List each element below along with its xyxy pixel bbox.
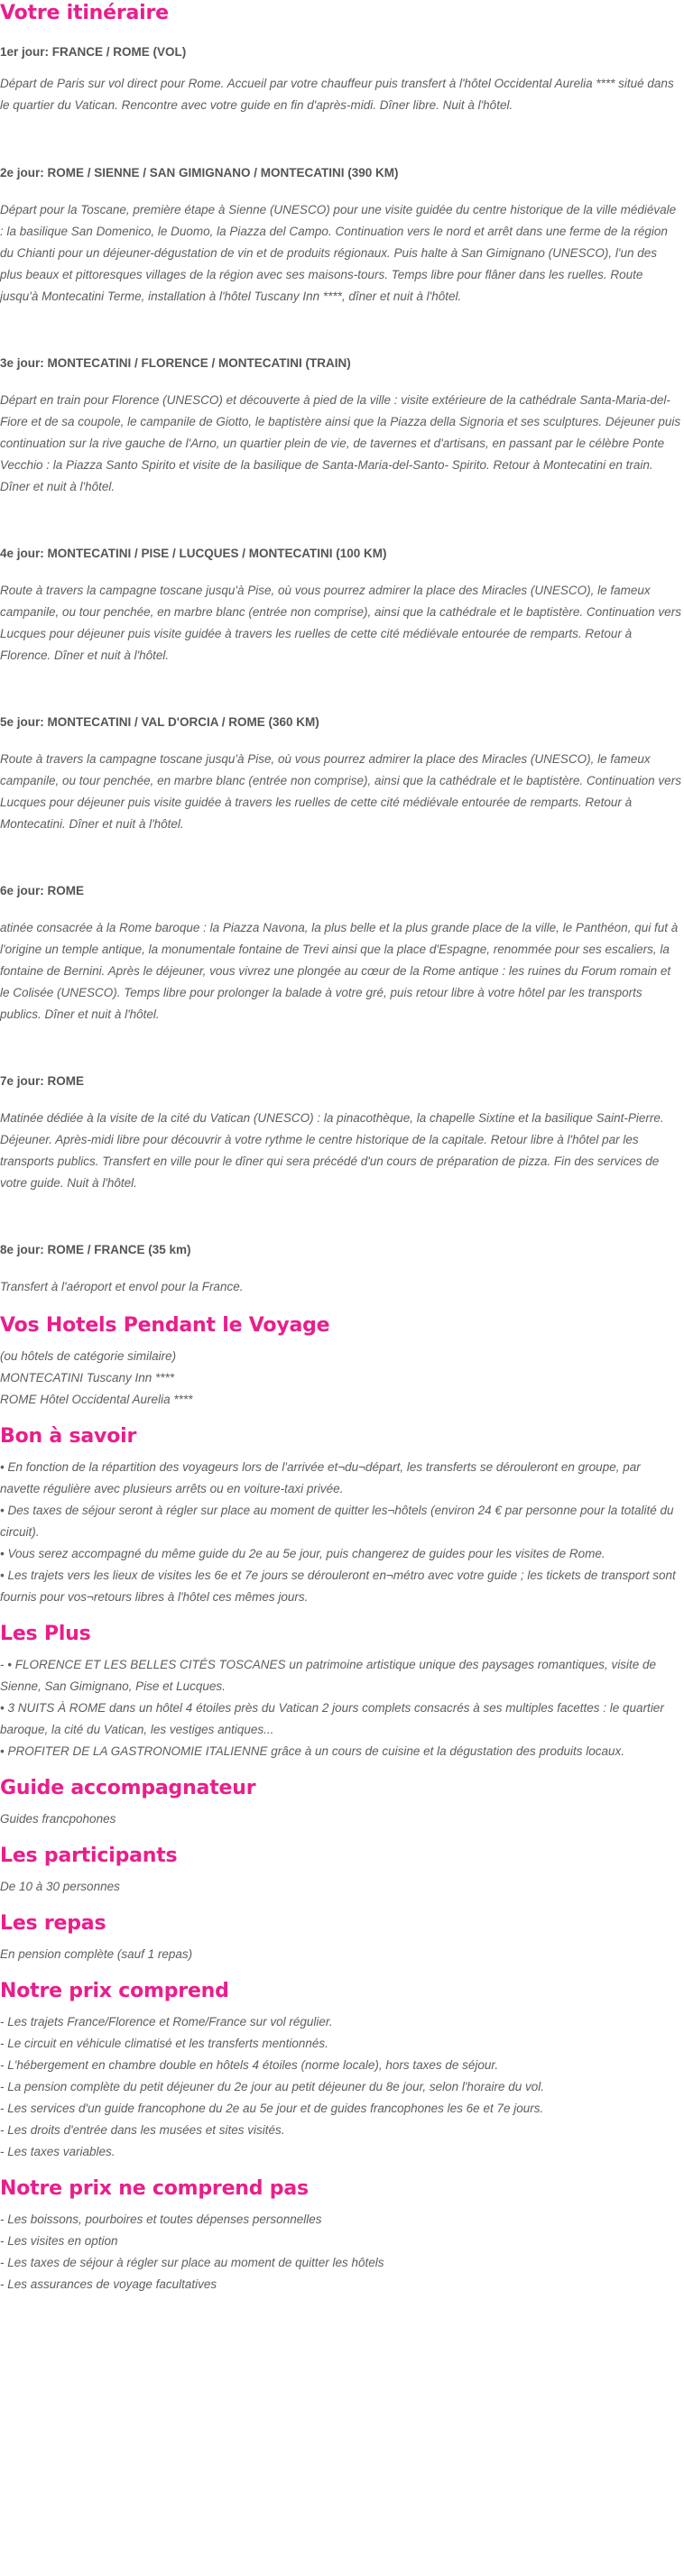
- hotels-heading: Vos Hotels Pendant le Voyage: [0, 1314, 330, 1337]
- bon-a-savoir-heading: Bon à savoir: [0, 1425, 137, 1448]
- prix-ne-comprend-heading: Notre prix ne comprend pas: [0, 2177, 309, 2200]
- itinerary-heading: Votre itinéraire: [0, 2, 169, 24]
- day-title: 8e jour: ROME / FRANCE (35 km): [0, 1243, 191, 1256]
- prix-ne-comprend-item: - Les taxes de séjour à régler sur place au moment de quitter les hôtels: [0, 2256, 384, 2269]
- prix-comprend-item: - Les services d'un guide francophone du 2e au 5e jour et de guides francophones les 6e et 7e jours.: [0, 2102, 544, 2115]
- hotels-line: MONTECATINI Tuscany Inn ****: [0, 1371, 175, 1385]
- day-title: 6e jour: ROME: [0, 884, 85, 897]
- day-title: 3e jour: MONTECATINI / FLORENCE / MONTECATINI (TRAIN): [0, 356, 351, 370]
- prix-ne-comprend-list: [0, 2209, 682, 2295]
- participants-heading: Les participants: [0, 1845, 178, 1867]
- day-title: 5e jour: MONTECATINI / VAL D'ORCIA / ROME (360 KM): [0, 715, 319, 729]
- day-1: [0, 45, 682, 116]
- guide-heading: Guide accompagnateur: [0, 1777, 256, 1799]
- day-title: 1er jour: FRANCE / ROME (VOL): [0, 45, 187, 59]
- day-4: [0, 547, 682, 667]
- day-6: [0, 884, 682, 1026]
- day-5: [0, 715, 682, 835]
- day-text: Départ en train pour Florence (UNESCO) et découverte à pied de la ville : visite extérieure de la cathédrale Santa-Maria-del-Fiore et de sa coupole, le campanile de Giotto, le baptistère ainsi que la Piazza della Signoria et ses sculptures. Déjeuner puis continuation sur la rive gauche de l'Arno, un quartier plein de vie, de tavernes et d'artisans, en passant par le célèbre Ponte Vecchio : la Piazza Santo Spirito et visite de la basilique de Santa-Maria-del-Santo- Spirito. Retour à Montecatini en train. Dîner et nuit à l'hôtel.: [0, 393, 681, 493]
- prix-comprend-item: - Les taxes variables.: [0, 2145, 116, 2158]
- day-title: 4e jour: MONTECATINI / PISE / LUCQUES / MONTECATINI (100 KM): [0, 547, 387, 560]
- day-text: Départ de Paris sur vol direct pour Rome. Accueil par votre chauffeur puis transfert à l'hôtel Occidental Aurelia **** situé dans le quartier du Vatican. Rencontre avec votre guide en fin d'après-midi. Dîner libre. Nuit à l'hôtel.: [0, 77, 674, 112]
- day-text: Matinée dédiée à la visite de la cité du Vatican (UNESCO) : la pinacothèque, la chapelle Sixtine et la basilique Saint-Pierre. Déjeuner. Après-midi libre pour découvrir à votre rythme le centre historique de la capitale. Retour libre à l'hôtel par les transports publics. Transfert en ville pour le dîner qui sera précédé d'un cours de préparation de pizza. Fin des services de votre guide. Nuit à l'hôtel.: [0, 1111, 664, 1190]
- prix-ne-comprend-item: - Les visites en option: [0, 2234, 118, 2248]
- prix-comprend-item: - Les droits d'entrée dans les musées et sites visités.: [0, 2123, 285, 2137]
- day-2: [0, 166, 682, 308]
- hotels-list: [0, 1346, 682, 1411]
- participants-text: De 10 à 30 personnes: [0, 1880, 120, 1893]
- repas-text: En pension complète (sauf 1 repas): [0, 1947, 193, 1961]
- day-8: [0, 1243, 682, 1298]
- day-text: atinée consacrée à la Rome baroque : la Piazza Navona, la plus belle et la plus grande place de la ville, le Panthéon, qui fut à l'origine un temple antique, la monumentale fontaine de Trevi ainsi que la place d'Espagne, renommée pour ses escaliers, la fontaine de Bernini. Après le déjeuner, vous vivrez une plongée au cœur de la Rome antique : les ruines du Forum romain et le Colisée (UNESCO). Temps libre pour prolonger la balade à votre gré, puis retour libre à votre hôtel par les transports publics. Dîner et nuit à l'hôtel.: [0, 921, 679, 1021]
- day-text: Route à travers la campagne toscane jusqu'à Pise, où vous pourrez admirer la place des Miracles (UNESCO), le fameux campanile, ou tour penchée, en marbre blanc (entrée non comprise), ainsi que la cathédrale et le baptistère. Continuation vers Lucques pour déjeuner puis visite guidée à travers les ruelles de cette cité médiévale entourée de remparts. Retour à Montecatini. Dîner et nuit à l'hôtel.: [0, 752, 681, 831]
- guide-text: Guides francpohones: [0, 1812, 116, 1826]
- les-plus-text: - • FLORENCE ET LES BELLES CITÉS TOSCANES un patrimoine artistique unique des paysages romantiques, visite de Sienne, San Gimignano, Pise et Lucques. • 3 NUITS À ROME dans un hôtel 4 étoiles près du Vatican 2 jours complets consacrés à ses multiples facettes : le quartier baroque, la cité du Vatican, les vestiges antiques... • PROFITER DE LA GASTRONOMIE ITALIENNE grâce à un cours de cuisine et la dégustation des produits locaux.: [0, 1658, 664, 1758]
- prix-comprend-list: [0, 2011, 682, 2163]
- day-7: [0, 1074, 682, 1194]
- prix-comprend-item: - La pension complète du petit déjeuner du 2e jour au petit déjeuner du 8e jour, selon l'horaire du vol.: [0, 2080, 544, 2093]
- bon-a-savoir-text: • En fonction de la répartition des voyageurs lors de l'arrivée et¬du¬départ, les transferts se dérouleront en groupe, par navette régulière avec plusieurs arrêts ou en voiture-taxi privée. • Des taxes de séjour seront à régler sur place au moment de quitter les¬hôtels (environ 24 € par personne pour la totalité du circuit). • Vous serez accompagné du même guide du 2e au 5e jour, puis changerez de guides pour les visites de Rome. • Les trajets vers les lieux de visites les 6e et 7e jours se dérouleront en¬métro avec votre guide ; les tickets de transport sont fournis pour vos¬retours libres à l'hôtel ces mêmes jours.: [0, 1460, 676, 1604]
- prix-ne-comprend-item: - Les boissons, pourboires et toutes dépenses personnelles: [0, 2213, 322, 2226]
- day-text: Transfert à l'aéroport et envol pour la France.: [0, 1280, 244, 1293]
- les-plus-heading: Les Plus: [0, 1623, 91, 1645]
- day-text: Départ pour la Toscane, première étape à Sienne (UNESCO) pour une visite guidée du centre historique de la ville médiévale : la basilique San Domenico, le Duomo, la Piazza del Campo. Continuation vers le nord et arrêt dans une ferme de la région du Chianti pour un déjeuner-dégustation de vin et de produits régionaux. Puis halte à San Gimignano (UNESCO), l'un des plus beaux et pittoresques villages de la région avec ses maisons-tours. Temps libre pour flâner dans les ruelles. Route jusqu'à Montecatini Terme, installation à l'hôtel Tuscany Inn ****, dîner et nuit à l'hôtel.: [0, 203, 677, 303]
- hotels-line: (ou hôtels de catégorie similaire): [0, 1349, 177, 1363]
- prix-comprend-heading: Notre prix comprend: [0, 1980, 229, 2002]
- day-text: Route à travers la campagne toscane jusqu'à Pise, où vous pourrez admirer la place des Miracles (UNESCO), le fameux campanile, ou tour penchée, en marbre blanc (entrée non comprise), ainsi que la cathédrale et le baptistère. Continuation vers Lucques pour déjeuner puis visite guidée à travers les ruelles de cette cité médiévale entourée de remparts. Retour à Florence. Dîner et nuit à l'hôtel.: [0, 584, 681, 662]
- prix-comprend-item: - Le circuit en véhicule climatisé et les transferts mentionnés.: [0, 2037, 328, 2050]
- hotels-line: ROME Hôtel Occidental Aurelia ****: [0, 1393, 193, 1406]
- day-title: 7e jour: ROME: [0, 1074, 85, 1088]
- prix-ne-comprend-item: - Les assurances de voyage facultatives: [0, 2277, 217, 2291]
- prix-comprend-item: - Les trajets France/Florence et Rome/France sur vol régulier.: [0, 2015, 333, 2029]
- day-3: [0, 356, 682, 498]
- day-title: 2e jour: ROME / SIENNE / SAN GIMIGNANO / MONTECATINI (390 KM): [0, 166, 399, 179]
- repas-heading: Les repas: [0, 1912, 106, 1935]
- prix-comprend-item: - L'hébergement en chambre double en hôtels 4 étoiles (norme locale), hors taxes de séjour.: [0, 2058, 499, 2072]
